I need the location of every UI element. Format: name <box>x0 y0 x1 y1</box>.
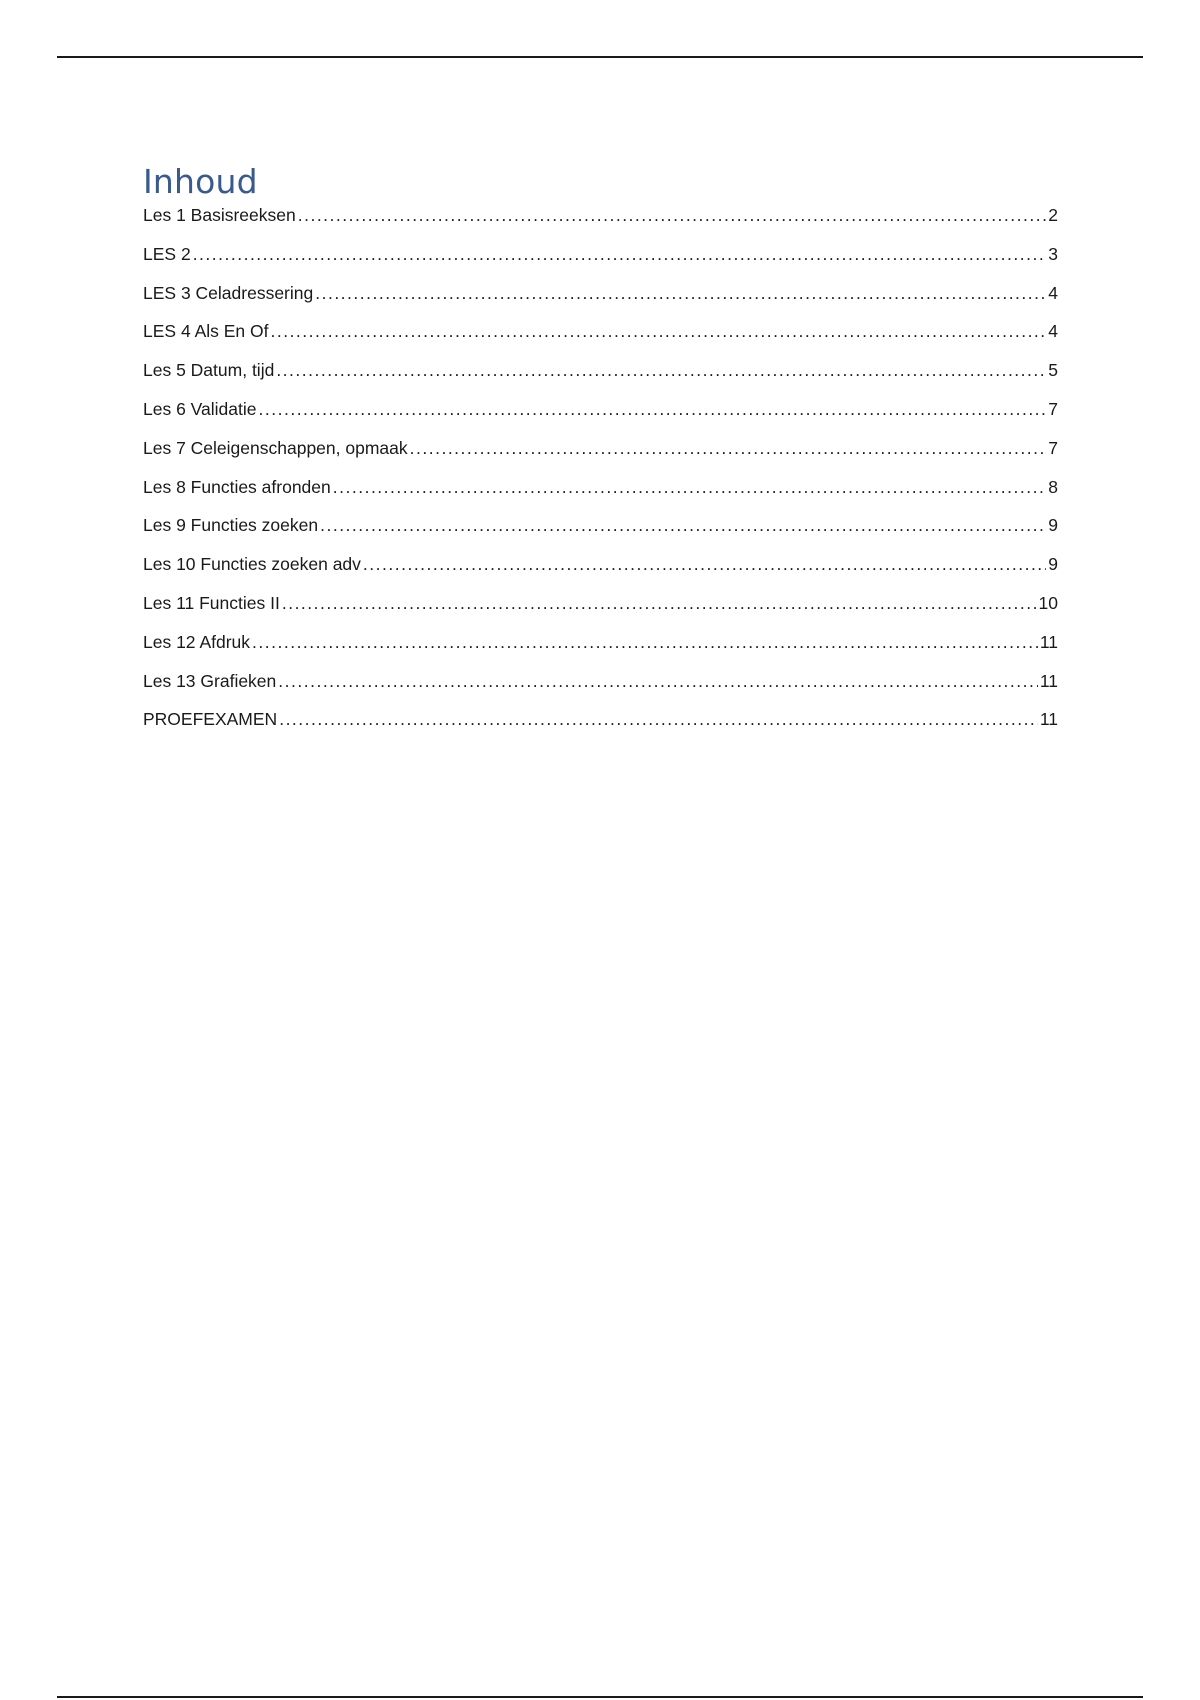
toc-entry-label: Les 12 Afdruk <box>143 631 251 652</box>
toc-leader <box>252 631 1038 653</box>
toc-entry-page: 9 <box>1048 554 1058 575</box>
toc-entry-page: 3 <box>1048 243 1058 264</box>
toc-entry[interactable] <box>143 437 1058 476</box>
toc-entry-label: LES 4 Als En Of <box>143 321 269 342</box>
toc-entry-label: Les 8 Functies afronden <box>143 476 331 497</box>
toc-entry[interactable] <box>143 204 1058 243</box>
toc-entry-label: Les 1 Basisreeksen <box>143 205 296 225</box>
toc-entry[interactable] <box>143 514 1058 553</box>
toc-leader <box>333 476 1047 498</box>
toc-leader <box>298 204 1047 226</box>
toc-entry-page: 10 <box>1038 592 1058 613</box>
toc-leader <box>363 553 1046 575</box>
toc-entry[interactable] <box>143 631 1058 670</box>
toc-entry[interactable] <box>143 708 1058 747</box>
toc-entry-label: Les 7 Celeigenschappen, opmaak <box>143 437 408 458</box>
toc-leader <box>315 282 1046 304</box>
header-rule <box>57 56 1143 58</box>
toc-entry-page: 11 <box>1039 670 1058 691</box>
toc-entry[interactable] <box>143 592 1058 631</box>
toc-leader <box>259 398 1047 420</box>
toc-entry-label: Les 10 Functies zoeken adv <box>143 554 361 575</box>
toc-entry[interactable] <box>143 476 1058 515</box>
toc-entry-label: LES 3 Celadressering <box>143 282 314 303</box>
toc-entry-page: 7 <box>1048 437 1058 458</box>
toc-entry-page: 4 <box>1048 321 1058 342</box>
toc-entry-page: 11 <box>1039 709 1058 730</box>
toc-leader <box>270 320 1046 342</box>
toc-entry-label: Les 9 Functies zoeken <box>143 515 319 536</box>
toc-entry[interactable] <box>143 398 1058 437</box>
toc-entry-label: Les 6 Validatie <box>143 398 257 419</box>
toc-leader <box>279 708 1038 730</box>
toc-entry-label: Les 5 Datum, tijd <box>143 360 275 381</box>
toc-entry-label: Les 11 Functies II <box>143 592 280 613</box>
toc-entry[interactable] <box>143 553 1058 592</box>
toc-entry-page: 9 <box>1048 515 1058 536</box>
toc-entry-label: LES 2 <box>143 243 191 264</box>
toc-leader <box>278 670 1038 692</box>
toc-entry-page: 5 <box>1048 360 1058 381</box>
toc-entry[interactable] <box>143 282 1058 321</box>
toc-leader <box>320 514 1046 536</box>
table-of-contents <box>143 162 1058 747</box>
toc-leader <box>410 437 1047 459</box>
toc-entry-page: 2 <box>1048 205 1058 225</box>
footer-rule <box>57 1696 1143 1698</box>
toc-list <box>143 204 1058 747</box>
toc-entry-page: 8 <box>1048 476 1058 497</box>
toc-leader <box>193 243 1047 265</box>
toc-entry-page: 11 <box>1039 631 1058 652</box>
toc-title: Inhoud <box>143 162 258 201</box>
toc-entry-label: PROEFEXAMEN <box>143 709 278 730</box>
toc-entry-page: 7 <box>1048 398 1058 419</box>
toc-leader <box>282 592 1037 614</box>
toc-entry[interactable] <box>143 359 1058 398</box>
toc-entry-page: 4 <box>1048 282 1058 303</box>
toc-entry-label: Les 13 Grafieken <box>143 670 277 691</box>
toc-entry[interactable] <box>143 670 1058 709</box>
toc-leader <box>276 359 1046 381</box>
toc-entry[interactable] <box>143 243 1058 282</box>
toc-entry[interactable] <box>143 320 1058 359</box>
